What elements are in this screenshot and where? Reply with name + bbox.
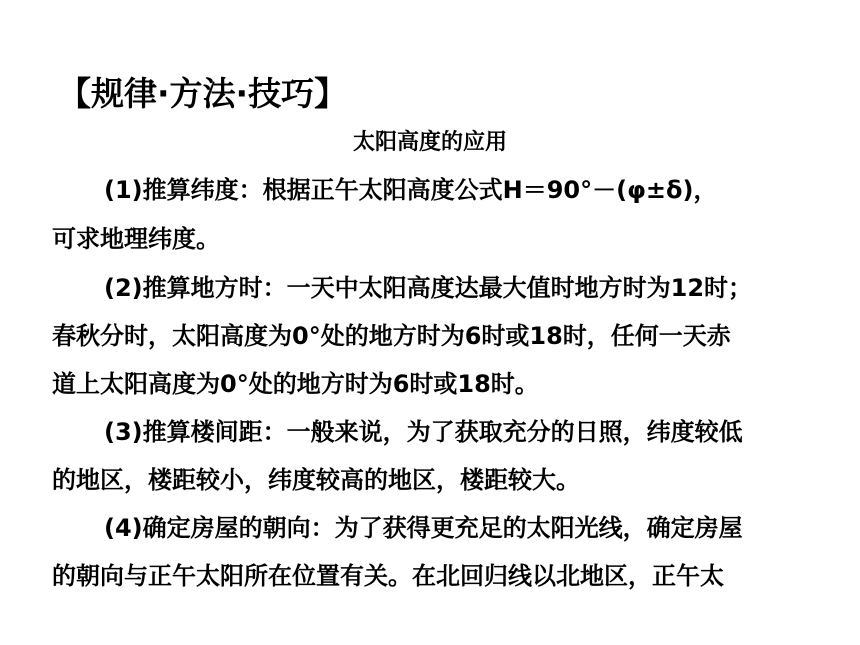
paragraph-1-line-1: (1)推算纬度：根据正午太阳高度公式H＝90°－(φ±δ)， [104,176,718,204]
paragraph-1-line-2: 可求地理纬度。 [52,225,220,253]
paragraph-3-line-2: 的地区，楼距较小，纬度较高的地区，楼距较大。 [52,466,580,494]
section-heading: 【规律·方法·技巧】 [58,74,348,113]
paragraph-2-line-1: (2)推算地方时：一天中太阳高度达最大值时地方时为12时； [104,274,753,302]
topic-subtitle: 太阳高度的应用 [352,130,507,155]
paragraph-3-line-1: (3)推算楼间距：一般来说，为了获取充分的日照，纬度较低 [104,418,743,446]
paragraph-4-line-1: (4)确定房屋的朝向：为了获得更充足的太阳光线，确定房屋 [104,514,743,542]
paragraph-2-line-3: 道上太阳高度为0°处的地方时为6时或18时。 [52,370,539,398]
paragraph-2-line-2: 春秋分时，太阳高度为0°处的地方时为6时或18时，任何一天赤 [52,322,731,350]
paragraph-4-line-2: 的朝向与正午太阳所在位置有关。在北回归线以北地区，正午太 [52,562,724,590]
